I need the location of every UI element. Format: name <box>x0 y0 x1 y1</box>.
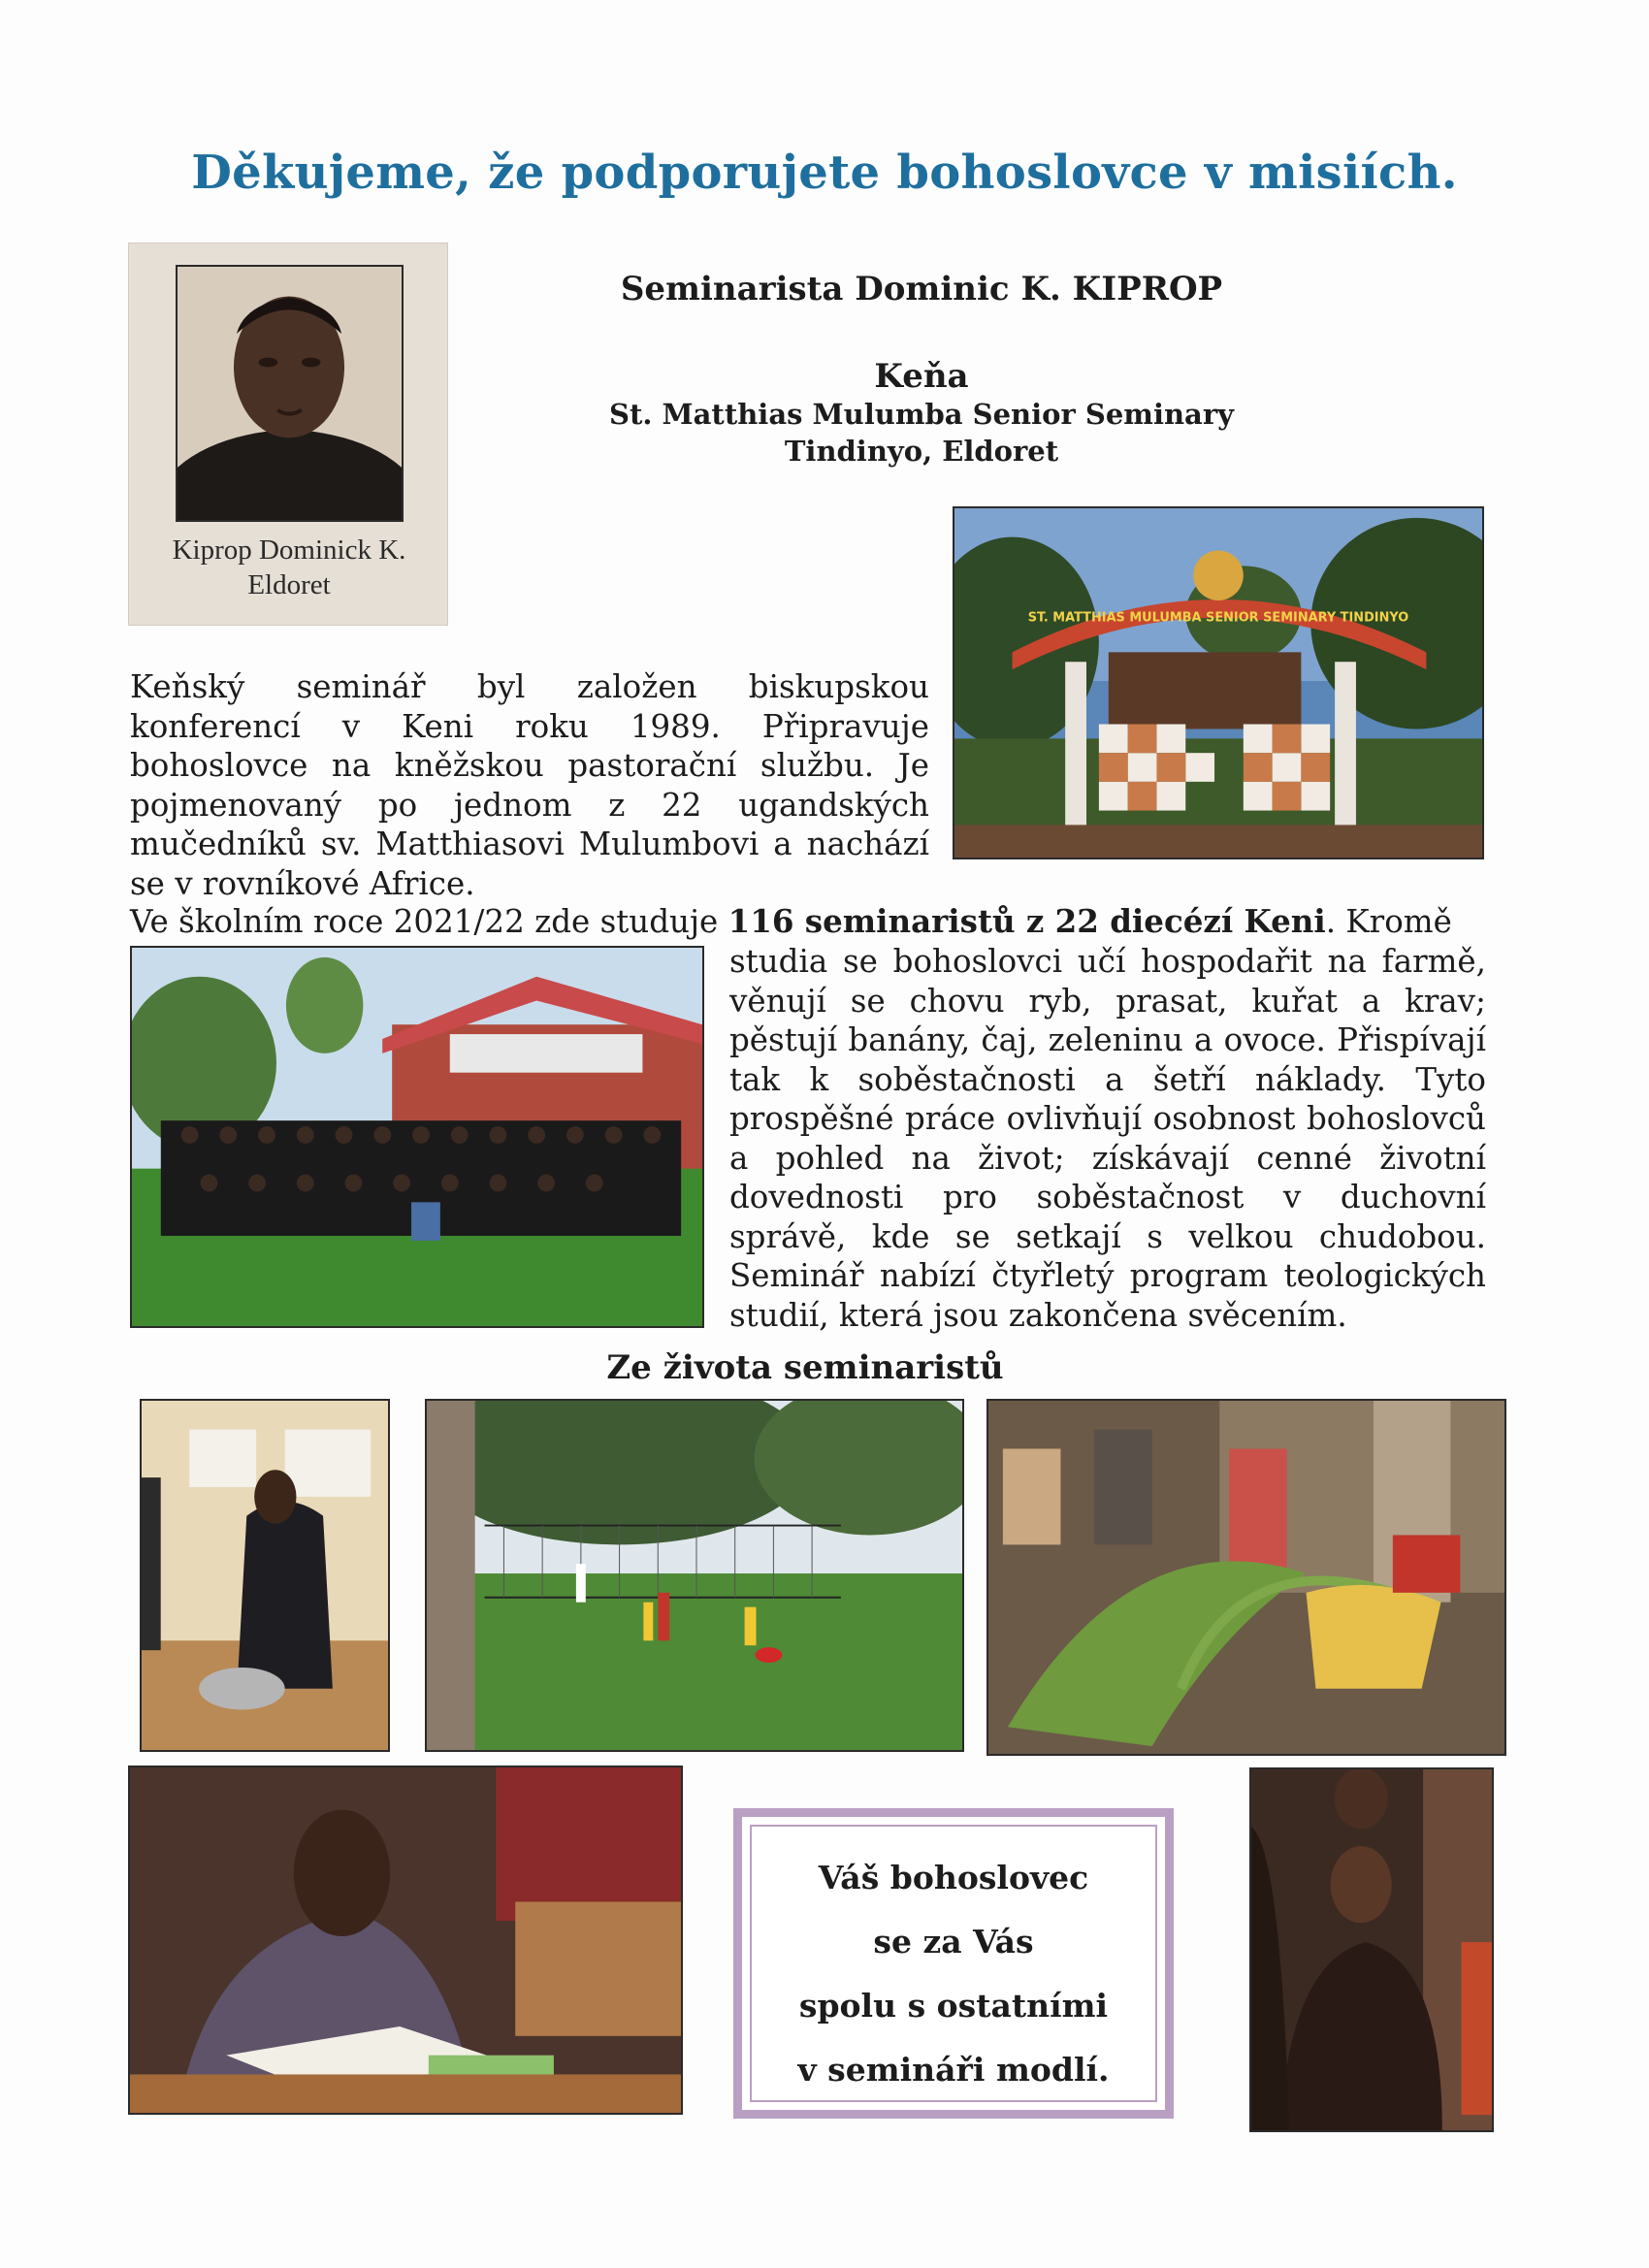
portrait-card <box>128 243 448 626</box>
intro-text: Keňský seminář byl založen biskupskou konferencí v Keni roku 1989. Připravuje bohoslovce na kněžskou pastorační službu. Je pojmenovaný po jednom z 22 ugandských mučedníků sv. Matthiasovi Mulumbovi a nachází se v rovníkové Africe. <box>130 668 929 902</box>
seminary-name: St. Matthias Mulumba Senior Seminary <box>609 398 1234 431</box>
gate-sign-text: ST. MATTHIAS MULUMBA SENIOR SEMINARY TINDINYO <box>1027 610 1409 626</box>
gallery-heading: Ze života seminaristů <box>606 1348 1004 1387</box>
study-intro-line <box>130 902 1488 942</box>
seminary-gate-photo <box>953 506 1484 859</box>
study-paragraph <box>729 942 1486 1335</box>
study-suffix: . Kromě <box>1325 903 1452 940</box>
study-text: studia se bohoslovci učí hospodařit na farmě, věnují se chovu ryb, prasat, kuřat a krav; pěstují banány, čaj, zeleninu a ovoce. Přispívají tak k soběstačnosti a šetří náklady. Tyto prospěšné práce ovlivňují osobnost bohoslovců a pohled na život; získávají cenné životní dovednosti pro soběstačnost v duchovní správě, kde se setkají s velkou chudobou. Seminář nabízí čtyřletý program teologických studií, která jsou zakončena svěcením. <box>729 943 1486 1334</box>
prayer-photo <box>1249 1767 1494 2132</box>
group-photo <box>130 946 704 1328</box>
farm-work-photo <box>986 1399 1506 1756</box>
portrait-caption-name: Kiprop Dominick K. <box>172 535 406 566</box>
portrait-caption <box>129 533 449 602</box>
prayer-line-3: spolu s ostatními <box>798 1987 1109 2025</box>
study-photo <box>128 1766 683 2115</box>
prayer-box-inner-frame <box>750 1825 1157 2102</box>
intro-paragraph <box>130 667 929 903</box>
study-count: 116 seminaristů z 22 diecézí Keni <box>728 902 1326 940</box>
country-heading: Keňa <box>874 357 969 396</box>
study-prefix: Ve školním roce 2021/22 zde studuje <box>130 903 728 940</box>
portrait-caption-place: Eldoret <box>247 569 331 600</box>
prayer-line-1: Váš bohoslovec <box>818 1859 1089 1896</box>
prayer-line-4: v semináři modlí. <box>797 2051 1110 2089</box>
prayer-line-2: se za Vás <box>873 1923 1034 1960</box>
volleyball-photo <box>425 1399 964 1752</box>
prayer-box <box>733 1808 1174 2119</box>
kitchen-photo <box>140 1399 390 1752</box>
page-title: Děkujeme, že podporujete bohoslovce v misiích. <box>191 146 1458 200</box>
seminarian-name: Seminarista Dominic K. KIPROP <box>620 270 1223 308</box>
portrait-photo <box>176 265 404 522</box>
seminary-place: Tindinyo, Eldoret <box>784 435 1059 468</box>
